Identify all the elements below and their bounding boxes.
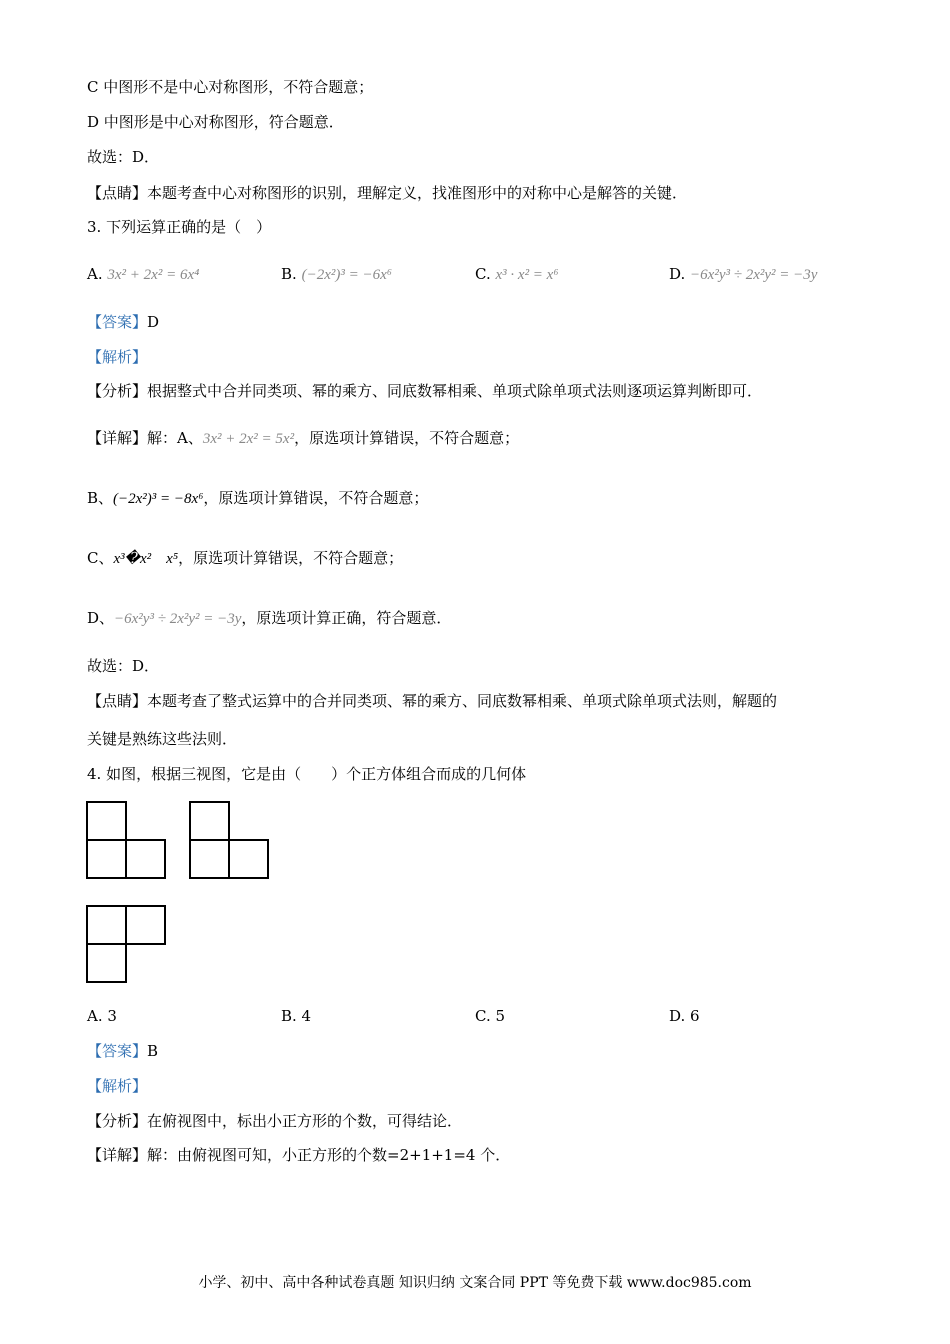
answer-tag: 【答案】 xyxy=(87,313,148,331)
side-view xyxy=(190,802,268,878)
q3-option-d: D. −6x²y³ ÷ 2x²y² = −3y xyxy=(669,265,818,283)
answer-4: 【答案】B xyxy=(87,1042,159,1060)
xiangjie-3-b: B、(−2x²)³ = −8x⁶，原选项计算错误，不符合题意； xyxy=(87,489,429,507)
analysis-4-tag: 【解析】 xyxy=(87,1077,148,1095)
answer-3: 【答案】D xyxy=(87,313,160,331)
question-3: 3. 下列运算正确的是（ ） xyxy=(87,218,272,236)
xiangjie-3-d: D、−6x²y³ ÷ 2x²y² = −3y，原选项计算正确，符合题意． xyxy=(87,609,452,627)
tip-text: 本题考查中心对称图形的识别，理解定义，找准图形中的对称中心是解答的关键． xyxy=(147,184,688,202)
q3-option-c: C. x³ · x² = x⁶ xyxy=(475,265,559,283)
q4-option-c: C. 5 xyxy=(475,1007,506,1025)
top-view xyxy=(87,906,165,982)
q4-option-a: A. 3 xyxy=(87,1007,117,1025)
q4-option-b: B. 4 xyxy=(281,1007,312,1025)
front-view xyxy=(87,802,165,878)
q4-option-d: D. 6 xyxy=(669,1007,700,1025)
answer-tag: 【答案】 xyxy=(87,1042,148,1060)
q3-option-a-expr: 3x² + 2x² = 6x⁴ xyxy=(107,267,200,283)
choose-line-1: 故选：D． xyxy=(87,148,160,166)
tip-tag: 【点睛】 xyxy=(87,184,148,202)
c-line: C 中图形不是中心对称图形，不符合题意； xyxy=(87,78,374,96)
xiangjie-4: 【详解】解：由俯视图可知，小正方形的个数=2+1+1=4 个． xyxy=(87,1146,511,1164)
d-line: D 中图形是中心对称图形，符合题意． xyxy=(87,113,344,131)
q3-option-d-expr: −6x²y³ ÷ 2x²y² = −3y xyxy=(690,267,818,283)
fenxi-4: 【分析】在俯视图中，标出小正方形的个数，可得结论． xyxy=(87,1112,463,1130)
q3-option-c-expr: x³ · x² = x⁶ xyxy=(495,267,559,283)
analysis-3-tag: 【解析】 xyxy=(87,348,148,366)
choose-line-3: 故选：D． xyxy=(87,657,160,675)
q3-option-b: B. (−2x²)³ = −6x⁶ xyxy=(281,265,392,283)
xiangjie-3-c: C、x³�x² x⁵，原选项计算错误，不符合题意； xyxy=(87,549,404,567)
page-footer: 小学、初中、高中各种试卷真题 知识归纳 文案合同 PPT 等免费下载 www.doc985.com xyxy=(198,1275,752,1291)
question-4: 4. 如图，根据三视图，它是由（ ）个正方体组合而成的几何体 xyxy=(87,765,527,783)
tip-line-3b: 关键是熟练这些法则． xyxy=(87,730,238,748)
q3-option-a: A. 3x² + 2x² = 6x⁴ xyxy=(87,265,200,283)
fenxi-3: 【分析】根据整式中合并同类项、幂的乘方、同底数幂相乘、单项式除单项式法则逐项运算判断即可． xyxy=(87,382,763,400)
tip-line-3a: 【点睛】本题考查了整式运算中的合并同类项、幂的乘方、同底数幂相乘、单项式除单项式法则，解题的 xyxy=(87,692,778,710)
xiangjie-3-a: 【详解】解：A、3x² + 2x² = 5x²，原选项计算错误，不符合题意； xyxy=(87,429,520,447)
q3-option-b-expr: (−2x²)³ = −6x⁶ xyxy=(301,267,392,283)
